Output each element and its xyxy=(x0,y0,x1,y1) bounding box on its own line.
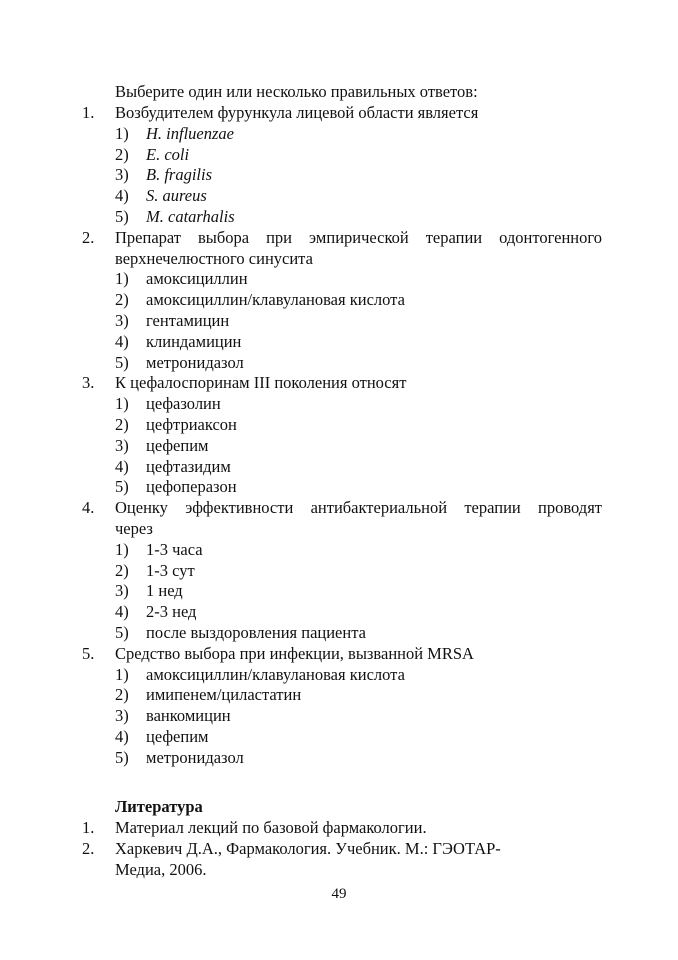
question-number: 5. xyxy=(82,643,95,663)
option-text: цефтриаксон xyxy=(146,415,237,434)
option-number: 3) xyxy=(115,311,129,330)
literature-item-number: 2. xyxy=(82,839,95,858)
option-text: метронидазол xyxy=(146,352,244,372)
option-number: 3) xyxy=(115,706,129,726)
question-text: Препарат выбора при эмпирической терапии одонтогенного xyxy=(115,227,602,247)
option-text: клиндамицин xyxy=(146,331,242,351)
option-number: 4) xyxy=(115,331,129,351)
literature-item-text: Медиа, 2006. xyxy=(115,860,207,879)
option-number: 5) xyxy=(115,747,129,767)
question-text: К цефалоспоринам III поколения относят xyxy=(115,373,407,393)
option-text: ванкомицин xyxy=(146,706,231,726)
option-number: 1) xyxy=(115,394,129,414)
option-text: 1-3 часа xyxy=(146,539,203,559)
option-text: E. coli xyxy=(146,144,190,164)
option-text: после выздоровления пациента xyxy=(146,623,366,642)
question-text: Возбудителем фурункула лицевой области является xyxy=(115,103,479,122)
option-text: метронидазол xyxy=(146,747,244,767)
option-text: гентамицин xyxy=(146,311,230,330)
literature-item-number: 1. xyxy=(82,818,95,837)
option-number: 1) xyxy=(115,123,129,143)
question-text: Средство выбора при инфекции, вызванной MRSA xyxy=(115,643,474,663)
option-number: 4) xyxy=(115,602,129,622)
option-text: цефоперазон xyxy=(146,477,237,497)
option-text: цефепим xyxy=(146,435,209,455)
option-number: 4) xyxy=(115,456,129,476)
option-text: амоксициллин xyxy=(146,269,248,289)
option-number: 4) xyxy=(115,727,129,746)
option-text: 2-3 нед xyxy=(146,602,197,622)
page-number: 49 xyxy=(331,886,347,902)
option-text: H. influenzae xyxy=(146,123,234,143)
option-text: 1 нед xyxy=(146,581,183,601)
option-text: амоксициллин/клавулановая кислота xyxy=(146,290,405,310)
question-number: 3. xyxy=(82,373,95,393)
option-text: B. fragilis xyxy=(146,165,213,185)
question-number: 4. xyxy=(82,498,95,518)
option-text: имипенем/циластатин xyxy=(146,685,302,705)
option-number: 4) xyxy=(115,186,129,206)
option-number: 2) xyxy=(115,144,129,164)
question-number: 1. xyxy=(82,103,95,122)
option-text: M. catarhalis xyxy=(146,207,235,226)
option-number: 2) xyxy=(115,415,129,434)
question-text: верхнечелюстного синусита xyxy=(115,248,313,268)
option-number: 5) xyxy=(115,477,129,497)
question-text: Оценку эффективности антибактериальной терапии проводят xyxy=(115,498,602,518)
literature-title: Литература xyxy=(115,797,203,816)
option-text: 1-3 сут xyxy=(146,560,195,580)
option-text: S. aureus xyxy=(146,186,207,206)
option-number: 3) xyxy=(115,435,129,455)
option-text: амоксициллин/клавулановая кислота xyxy=(146,664,405,684)
option-number: 1) xyxy=(115,539,129,559)
option-text: цефазолин xyxy=(146,394,221,414)
literature-item-text: Материал лекций по базовой фармакологии. xyxy=(115,818,427,837)
option-number: 1) xyxy=(115,269,129,289)
option-text: цефтазидим xyxy=(146,456,231,476)
option-number: 5) xyxy=(115,352,129,372)
question-number: 2. xyxy=(82,227,95,247)
option-number: 2) xyxy=(115,290,129,310)
option-number: 2) xyxy=(115,685,129,705)
option-number: 2) xyxy=(115,560,129,580)
option-text: цефепим xyxy=(146,727,209,746)
instructions-text: Выберите один или несколько правильных ответов: xyxy=(115,82,478,101)
option-number: 5) xyxy=(115,207,129,226)
option-number: 1) xyxy=(115,664,129,684)
question-text: через xyxy=(115,519,153,538)
option-number: 3) xyxy=(115,165,129,185)
literature-item-text: Харкевич Д.А., Фармакология. Учебник. М.: ГЭОТАР- xyxy=(115,839,501,858)
option-number: 3) xyxy=(115,581,129,601)
option-number: 5) xyxy=(115,623,129,642)
